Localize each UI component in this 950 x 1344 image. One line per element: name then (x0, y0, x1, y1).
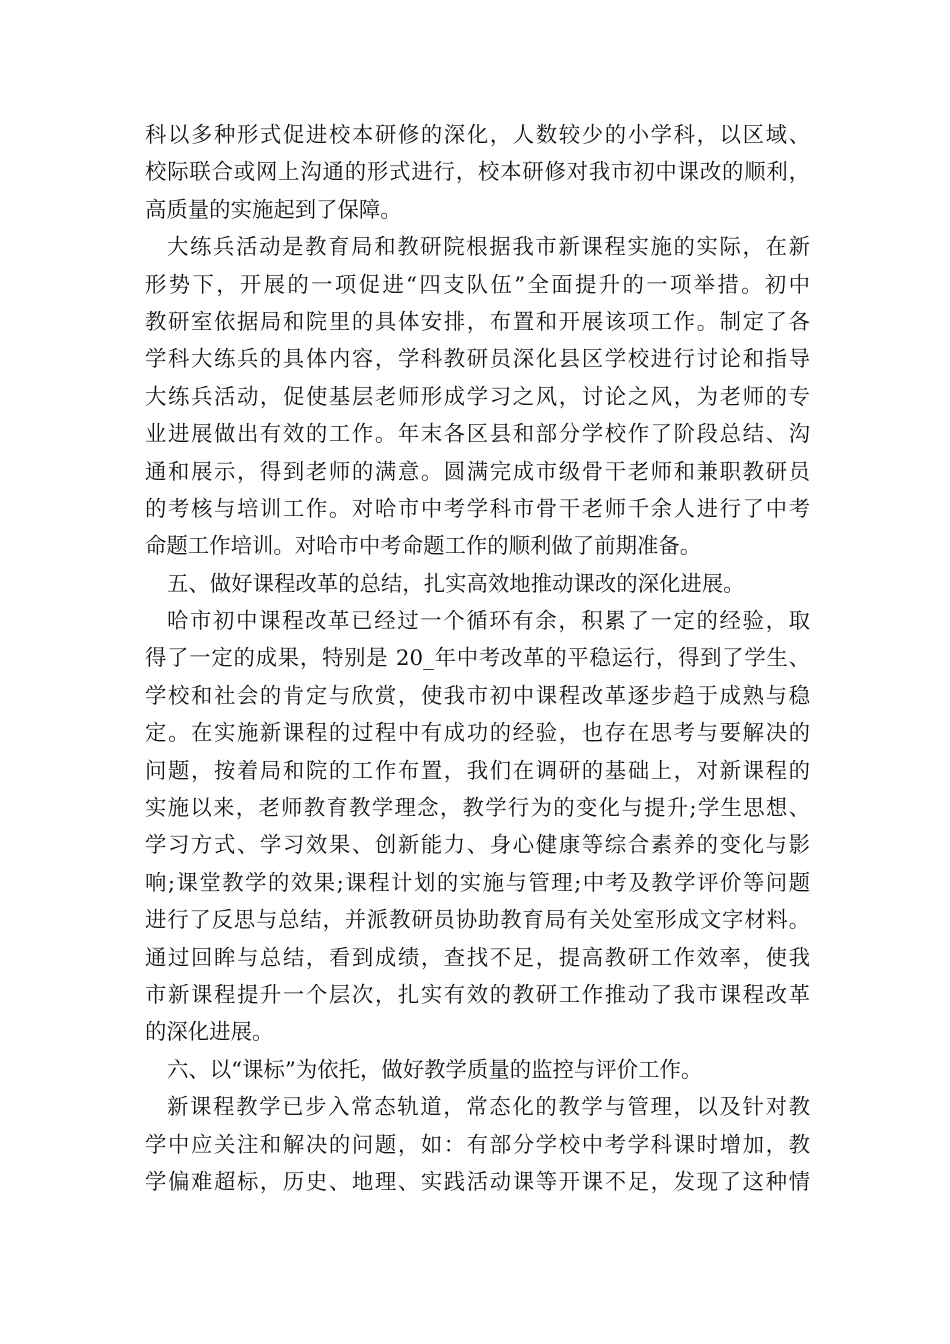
text-line: 得了一定的成果，特别是 20_年中考改革的平稳运行，得到了学生、 (145, 646, 810, 672)
text-line: 教研室依据局和院里的具体安排，布置和开展该项工作。制定了各 (145, 309, 810, 335)
paragraph-first-line: 哈市初中课程改革已经过一个循环有余，积累了一定的经验，取 (167, 609, 810, 635)
paragraph-first-line: 大练兵活动是教育局和教研院根据我市新课程实施的实际，在新 (167, 235, 810, 261)
section-heading-6: 六、以“课标”为依托，做好教学质量的监控与评价工作。 (167, 1057, 703, 1083)
text-line: 市新课程提升一个层次，扎实有效的教研工作推动了我市课程改革 (145, 982, 810, 1008)
text-line: 学偏难超标，历史、地理、实践活动课等开课不足，发现了这种情 (145, 1169, 810, 1195)
text-line: 学科大练兵的具体内容，学科教研员深化县区学校进行讨论和指导 (145, 347, 810, 373)
text-line: 通和展示，得到老师的满意。圆满完成市级骨干老师和兼职教研员 (145, 459, 810, 485)
text-line: 问题，按着局和院的工作布置，我们在调研的基础上，对新课程的 (145, 758, 810, 784)
text-line: 通过回眸与总结，看到成绩，查找不足，提高教研工作效率，使我 (145, 945, 810, 971)
text-line: 高质量的实施起到了保障。 (145, 197, 402, 223)
text-line: 校际联合或网上沟通的形式进行，校本研修对我市初中课改的顺利， (145, 160, 810, 186)
text-line: 定。在实施新课程的过程中有成功的经验，也存在思考与要解决的 (145, 721, 810, 747)
body-text (145, 117, 810, 1201)
paragraph-first-line: 新课程教学已步入常态轨道，常态化的教学与管理，以及针对教 (167, 1095, 810, 1121)
text-line: 科以多种形式促进校本研修的深化，人数较少的小学科，以区域、 (145, 123, 810, 148)
text-line: 的考核与培训工作。对哈市中考学科市骨干老师千余人进行了中考 (145, 496, 810, 522)
text-line: 命题工作培训。对哈市中考命题工作的顺利做了前期准备。 (145, 534, 702, 560)
text-line: 大练兵活动，促使基层老师形成学习之风，讨论之风，为老师的专 (145, 384, 810, 410)
text-line: 学中应关注和解决的问题，如：有部分学校中考学科课时增加，教 (145, 1132, 810, 1158)
text-line: 学习方式、学习效果、创新能力、身心健康等综合素养的变化与影 (145, 833, 810, 859)
text-line: 进行了反思与总结，并派教研员协助教育局有关处室形成文字材料。 (145, 908, 810, 934)
text-line: 实施以来，老师教育教学理念，教学行为的变化与提升;学生思想、 (145, 796, 810, 822)
text-line: 响;课堂教学的效果;课程计划的实施与管理;中考及教学评价等问题 (145, 870, 810, 896)
text-line: 学校和社会的肯定与欣赏，使我市初中课程改革逐步趋于成熟与稳 (145, 683, 810, 709)
section-heading-5: 五、做好课程改革的总结，扎实高效地推动课改的深化进展。 (167, 571, 745, 597)
text-line: 形势下，开展的一项促进“四支队伍”全面提升的一项举措。初中 (145, 272, 810, 298)
text-line: 业进展做出有效的工作。年末各区县和部分学校作了阶段总结、沟 (145, 422, 810, 448)
text-line: 的深化进展。 (145, 1020, 274, 1046)
